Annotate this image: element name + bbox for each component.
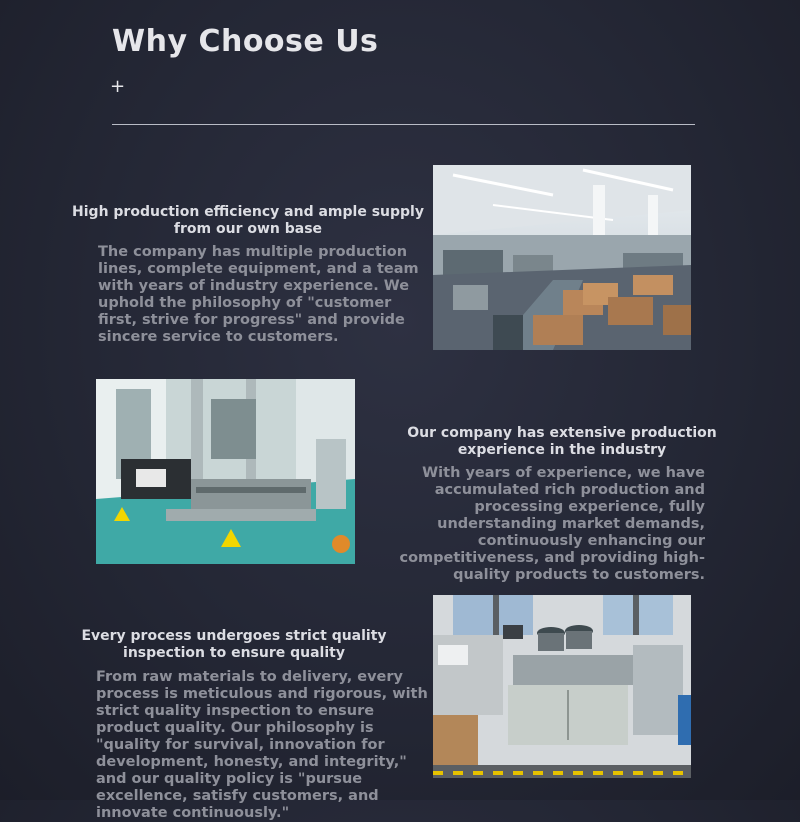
faint-overlay-text <box>420 514 705 520</box>
feature-body: With years of experience, we have accumulated rich production and processing experience, fully understanding market demands, continuously enhancing our competitiveness, and providing high-quality products to customers. <box>399 465 705 583</box>
quality-inspection-equipment-photo <box>433 595 691 778</box>
factory-warehouse-photo <box>433 165 691 350</box>
title-divider <box>112 124 695 125</box>
feature-body: From raw materials to delivery, every process is meticulous and rigorous, with strict quality inspection to ensure product quality. Our philosophy is "quality for survival, innovation for development, honesty, and integrity," and our quality policy is "pursue excellence, satisfy customers, and innovate continuously." <box>96 669 428 821</box>
plus-icon[interactable]: + <box>110 76 126 97</box>
faint-overlay-text <box>96 745 396 751</box>
automated-assembly-machine-photo <box>96 379 355 564</box>
feature-heading: High production efficiency and ample supply from our own base <box>72 204 424 237</box>
page-title: Why Choose Us <box>112 24 379 59</box>
feature-heading: Our company has extensive production experience in the industry <box>407 425 717 458</box>
feature-heading: Every process undergoes strict quality inspection to ensure quality <box>81 628 387 661</box>
feature-body: The company has multiple production lines, complete equipment, and a team with years of industry experience. We uphold the philosophy of "customer first, strive for progress" and provide sincere service to customers. <box>98 244 419 345</box>
faint-overlay-text <box>98 293 398 299</box>
